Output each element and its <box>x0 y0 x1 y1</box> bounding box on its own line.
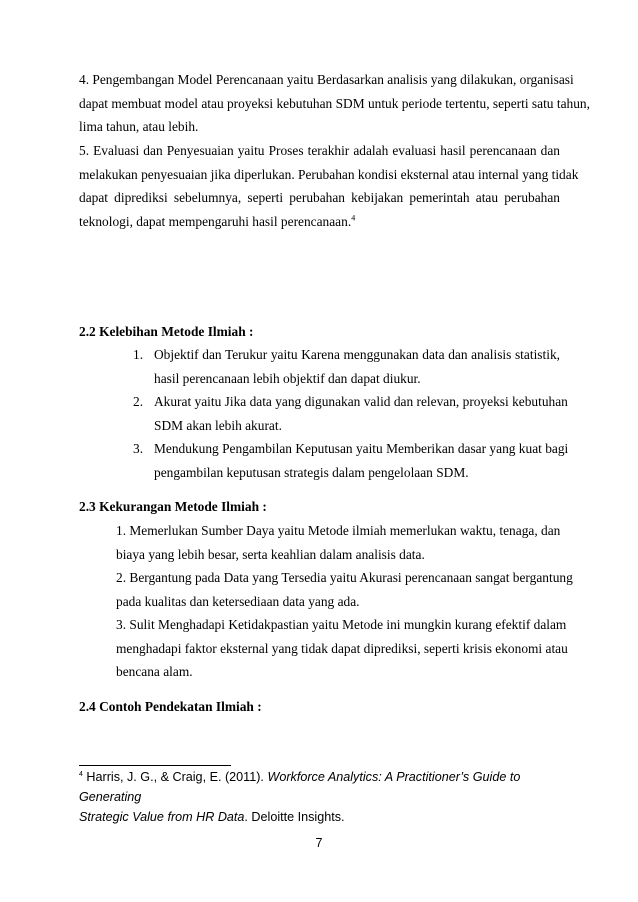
section-heading-2-3: 2.3 Kekurangan Metode Ilmiah : <box>79 499 267 514</box>
footnote-title: Workforce Analytics: A Practitioner’s Guide to Generating <box>79 770 521 804</box>
text-line: lima tahun, atau lebih. <box>79 119 199 134</box>
list-item <box>116 566 573 613</box>
text-line: pada kualitas dan ketersediaan data yang ada. <box>116 593 360 609</box>
text-line: Objektif dan Terukur yaitu Karena menggunakan data dan analisis statistik, <box>154 347 560 362</box>
text-line: menghadapi faktor eksternal yang tidak dapat diprediksi, seperti krisis ekonomi atau <box>116 640 568 656</box>
page-number: 7 <box>315 836 323 850</box>
section-heading-2-2: 2.2 Kelebihan Metode Ilmiah : <box>79 324 254 339</box>
list-item <box>154 390 568 437</box>
list-number: 2. <box>133 394 144 409</box>
text-line: dapat diprediksi sebelumnya, seperti perubahan kebijakan pemerintah atau perubahan <box>79 190 560 205</box>
list-item <box>116 519 560 566</box>
footnote-authors: Harris, J. G., & Craig, E. (2011). <box>86 770 268 784</box>
list-item <box>154 343 560 390</box>
text-line: SDM akan lebih akurat. <box>154 417 282 433</box>
footnote <box>79 767 564 827</box>
footnote-separator <box>79 765 231 766</box>
footnote-mark: 4 <box>79 770 83 778</box>
list-number: 3. <box>133 441 144 456</box>
footnote-title: Strategic Value from HR Data <box>79 810 245 824</box>
text-line: Mendukung Pengambilan Keputusan yaitu Memberikan dasar yang kuat bagi <box>154 441 569 456</box>
text-line: 1. Memerlukan Sumber Daya yaitu Metode ilmiah memerlukan waktu, tenaga, dan <box>116 523 561 538</box>
text-line: 5. Evaluasi dan Penyesuaian yaitu Proses terakhir adalah evaluasi hasil perencanaan dan <box>79 143 560 158</box>
paragraph-item-4 <box>79 68 590 139</box>
text-line: Akurat yaitu Jika data yang digunakan valid dan relevan, proyeksi kebutuhan <box>154 394 568 409</box>
text-line-content: teknologi, dapat mempengaruhi hasil perencanaan. <box>79 213 352 229</box>
text-line: 3. Sulit Menghadapi Ketidakpastian yaitu Metode ini mungkin kurang efektif dalam <box>116 617 567 632</box>
text-line: 4. Pengembangan Model Perencanaan yaitu Berdasarkan analisis yang dilakukan, organisasi <box>79 72 574 87</box>
list-number: 1. <box>133 347 144 362</box>
text-line: bencana alam. <box>116 664 193 679</box>
footnote-publisher: . Deloitte Insights. <box>244 810 345 824</box>
text-line: biaya yang lebih besar, serta keahlian dalam analisis data. <box>116 546 425 562</box>
text-line <box>79 210 560 234</box>
footnote-reference[interactable]: 4 <box>351 213 356 223</box>
section-heading-2-4: 2.4 Contoh Pendekatan Ilmiah : <box>79 699 262 714</box>
list-item <box>116 613 568 684</box>
text-line: 2. Bergantung pada Data yang Tersedia yaitu Akurasi perencanaan sangat bergantung <box>116 570 573 585</box>
text-line: melakukan penyesuaian jika diperlukan. Perubahan kondisi eksternal atau internal yang tidak <box>79 166 579 182</box>
text-line: dapat membuat model atau proyeksi kebutuhan SDM untuk periode tertentu, seperti satu tahun, <box>79 95 590 111</box>
paragraph-item-5 <box>79 139 579 233</box>
list-item <box>154 437 569 484</box>
text-line: hasil perencanaan lebih objektif dan dapat diukur. <box>154 370 421 386</box>
text-line: pengambilan keputusan strategis dalam pengelolaan SDM. <box>154 464 469 480</box>
